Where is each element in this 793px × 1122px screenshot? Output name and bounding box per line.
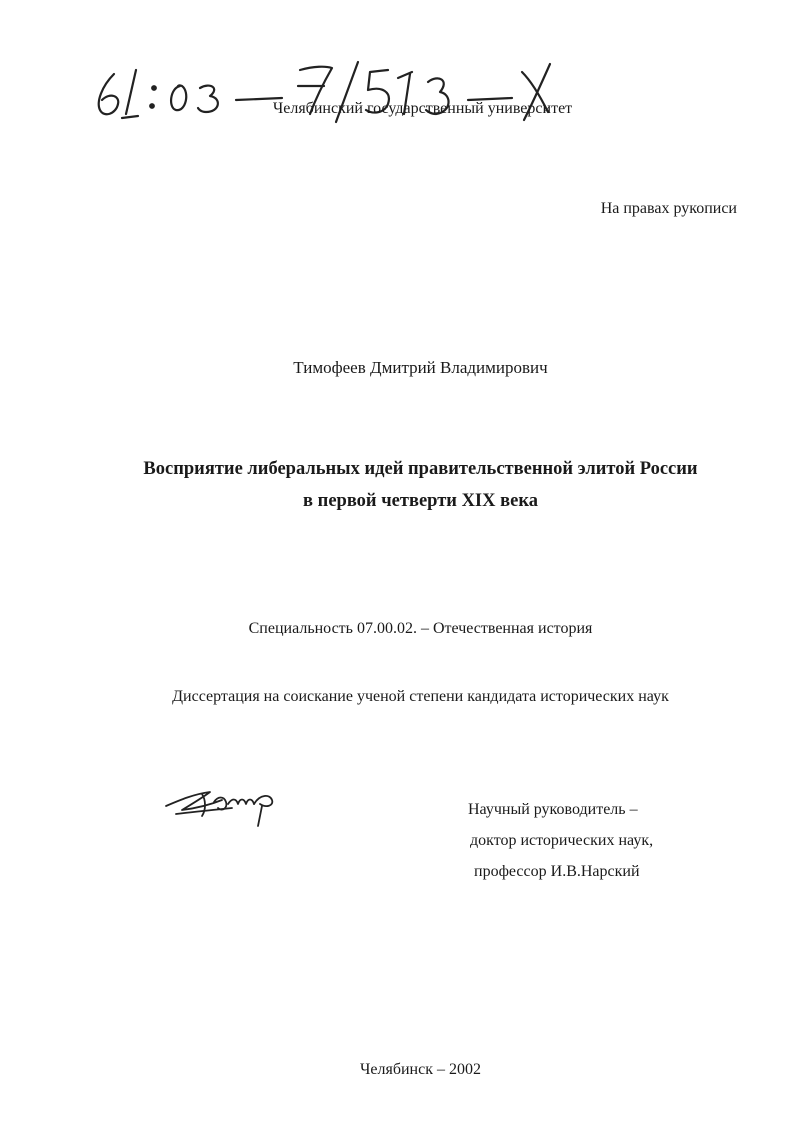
- city-year: Челябинск – 2002: [360, 1061, 481, 1078]
- thesis-title-line-1: Восприятие либеральных идей правительственной элитой России: [143, 459, 698, 479]
- handwritten-archive-code: [92, 52, 562, 132]
- thesis-title: [0, 453, 793, 517]
- dissertation-type: Диссертация на соискание ученой степени кандидата исторических наук: [172, 688, 669, 705]
- university-name: Челябинский государственный университет: [272, 100, 573, 117]
- thesis-title-line-2: в первой четверти XIX века: [303, 491, 538, 511]
- signature-image: [162, 770, 282, 830]
- advisor-line-3: профессор И.В.Нарский: [474, 863, 640, 880]
- advisor-line-1: Научный руководитель –: [468, 801, 638, 818]
- advisor-line-2: доктор исторических наук,: [470, 832, 654, 849]
- manuscript-rights-note: На правах рукописи: [600, 200, 737, 217]
- specialty: Специальность 07.00.02. – Отечественная история: [248, 620, 593, 637]
- scientific-advisor: [468, 794, 653, 887]
- author-name: Тимофеев Дмитрий Владимирович: [293, 358, 548, 377]
